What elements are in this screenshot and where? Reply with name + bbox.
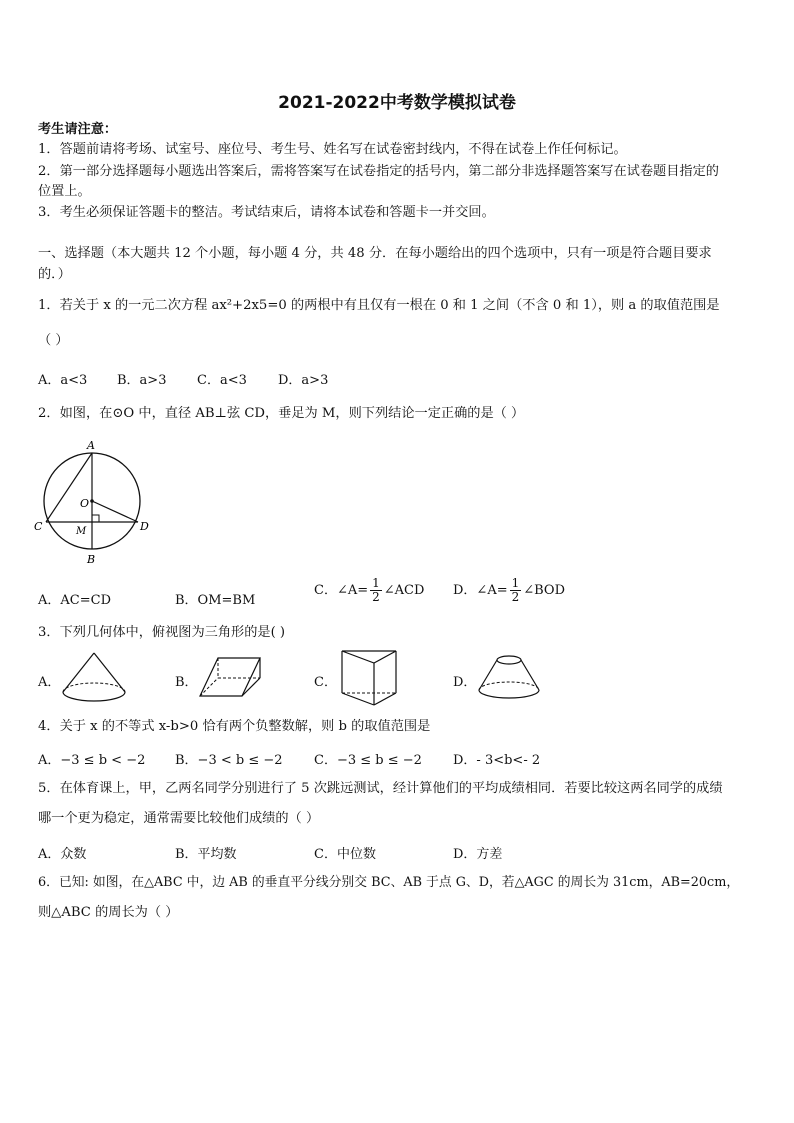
fraction-numerator: 1	[511, 576, 520, 590]
label-a: A	[87, 439, 95, 452]
question-3-option-c: C．	[314, 675, 337, 690]
notice-line-2: 2．第一部分选择题每小题选出答案后，需将答案写在试卷指定的括号内，第二部分非选择题答案写在试卷题目指定的	[38, 164, 719, 179]
fraction-denominator: 2	[511, 590, 520, 604]
question-1-stem: 1．若关于 x 的一元二次方程 ax²+2x5=0 的两根中有且仅有一根在 0 和 1 之间（不含 0 和 1），则 a 的取值范围是	[38, 298, 720, 313]
question-3-option-d: D．	[453, 675, 477, 690]
label-b: B	[87, 553, 96, 566]
question-5-option-c: C．中位数	[314, 847, 376, 862]
frustum-shape	[475, 652, 543, 702]
question-1-paren: （ ）	[38, 333, 69, 348]
notice-line-3: 位置上。	[38, 184, 91, 199]
question-1-option-d: D．a>3	[278, 373, 329, 388]
option-d-prefix: D．∠A=	[453, 583, 508, 598]
label-c: C	[34, 520, 43, 533]
question-2-option-a: A．AC=CD	[38, 593, 111, 608]
question-2-option-d	[453, 577, 565, 604]
question-4-option-b: B．−3 < b ≤ −2	[175, 753, 283, 768]
question-2-stem: 2．如图，在⊙O 中，直径 AB⊥弦 CD，垂足为 M，则下列结论一定正确的是（ ）	[38, 406, 525, 421]
fraction-half	[510, 577, 522, 604]
question-4-option-d: D．- 3<b<- 2	[453, 753, 541, 768]
section-heading-line-2: 的．）	[38, 267, 71, 282]
option-c-prefix: C．∠A=	[314, 583, 369, 598]
notice-line-1: 1．答题前请将考场、试室号、座位号、考生号、姓名写在试卷密封线内，不得在试卷上作任何标记。	[38, 142, 627, 157]
page-title: 2021-2022中考数学模拟试卷	[278, 93, 516, 113]
section-heading-line-1: 一、选择题（本大题共 12 个小题，每小题 4 分，共 48 分．在每小题给出的四个选项中，只有一项是符合题目要求	[38, 246, 712, 261]
triangular-prism-standing-shape	[338, 647, 400, 709]
question-3-option-a: A．	[38, 675, 61, 690]
notice-line-4: 3．考生必须保证答题卡的整洁。考试结束后，请将本试卷和答题卡一并交回。	[38, 205, 495, 220]
question-6-stem-line-1: 6．已知: 如图，在△ABC 中，边 AB 的垂直平分线分别交 BC、AB 于点 G、D，若△AGC 的周长为 31cm，AB=20cm，	[38, 875, 740, 890]
question-1-option-a: A．a<3	[38, 373, 88, 388]
option-d-suffix: ∠BOD	[523, 583, 566, 598]
question-5-option-a: A．众数	[38, 847, 87, 862]
fraction-numerator: 1	[372, 576, 380, 590]
question-5-stem-line-2: 哪一个更为稳定，通常需要比较他们成绩的（ ）	[38, 811, 320, 826]
question-6-stem-line-2: 则△ABC 的周长为（ ）	[38, 905, 179, 920]
question-4-stem: 4．关于 x 的不等式 x-b>0 恰有两个负整数解，则 b 的取值范围是	[38, 719, 431, 734]
question-1-option-b: B．a>3	[117, 373, 167, 388]
fraction-half	[370, 577, 382, 604]
question-2-option-b: B．OM=BM	[175, 593, 256, 608]
question-2-option-c	[314, 577, 424, 604]
circle-diagram	[30, 436, 160, 568]
triangular-prism-lying-shape	[196, 652, 268, 700]
question-1-option-c: C．a<3	[197, 373, 247, 388]
question-5-option-b: B．平均数	[175, 847, 237, 862]
cone-shape	[60, 650, 132, 710]
notice-heading: 考生请注意：	[38, 122, 118, 137]
label-d: D	[140, 520, 149, 533]
option-c-suffix: ∠ACD	[383, 583, 425, 598]
question-3-stem: 3．下列几何体中，俯视图为三角形的是( )	[38, 625, 286, 640]
question-4-option-c: C．−3 ≤ b ≤ −2	[314, 753, 422, 768]
question-5-option-d: D．方差	[453, 847, 503, 862]
label-m: M	[76, 526, 87, 537]
label-o: O	[80, 497, 90, 510]
question-5-stem-line-1: 5．在体育课上，甲，乙两名同学分别进行了 5 次跳远测试，经计算他们的平均成绩相同．若要比较这两名同学的成绩	[38, 781, 723, 796]
question-4-option-a: A．−3 ≤ b < −2	[38, 753, 146, 768]
question-3-option-b: B．	[175, 675, 198, 690]
fraction-denominator: 2	[372, 590, 380, 604]
